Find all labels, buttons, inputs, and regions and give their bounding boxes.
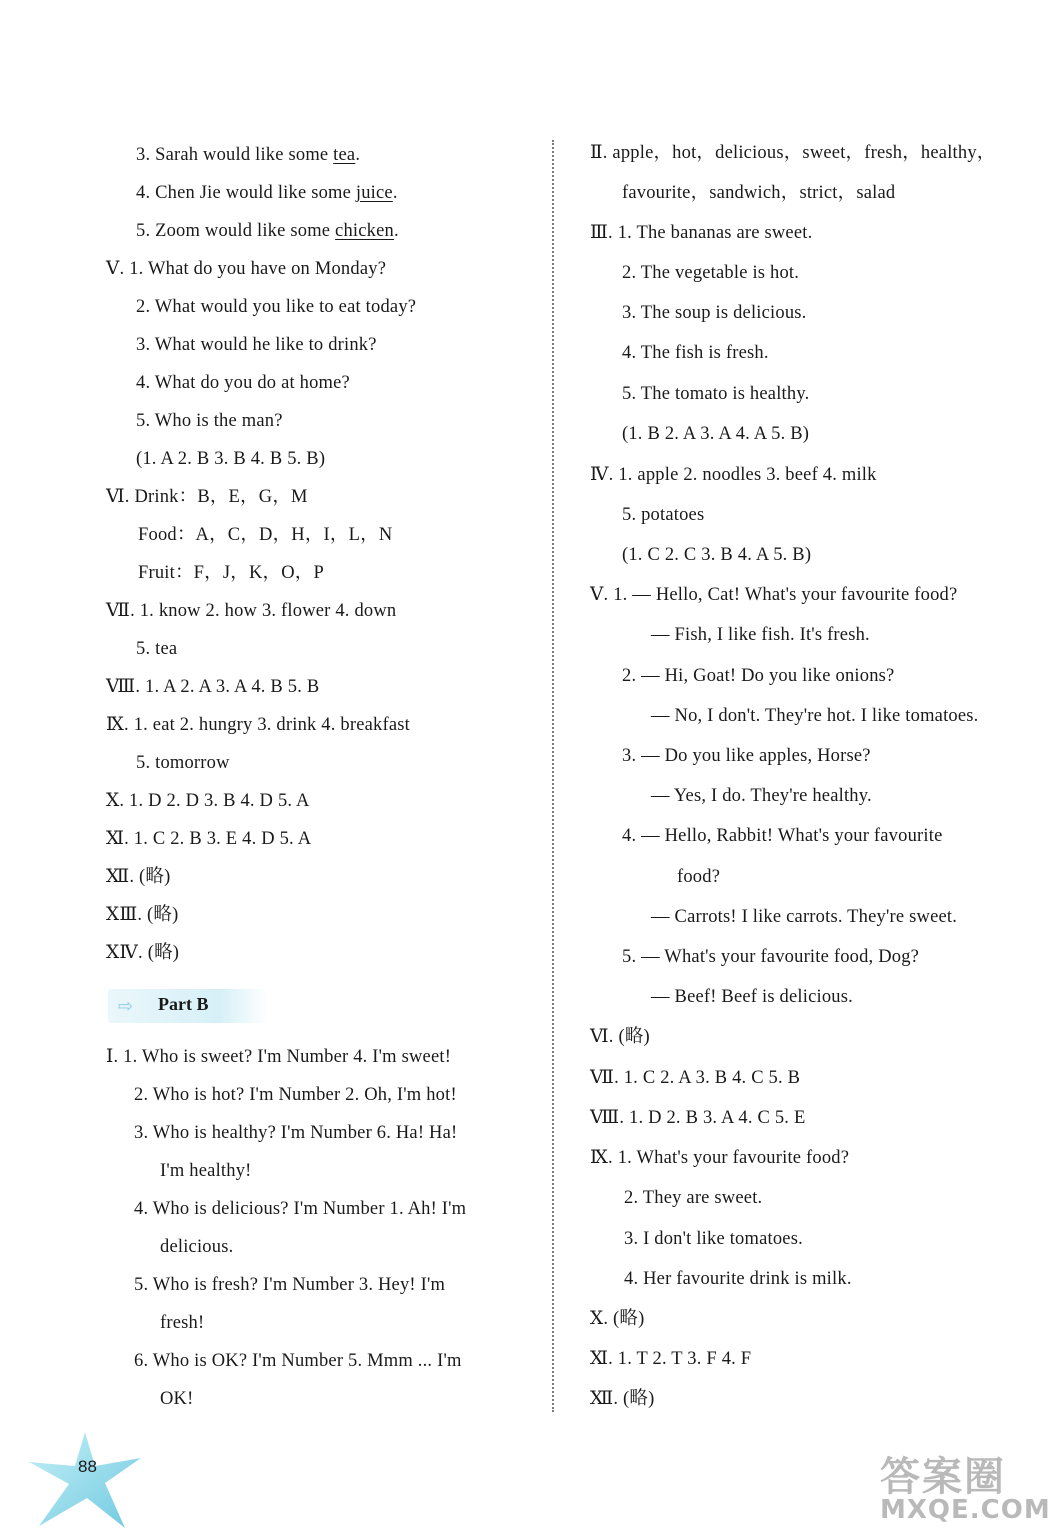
answer-line: Ⅺ. 1. T 2. T 3. F 4. F (590, 1349, 752, 1369)
line-text: . (393, 221, 399, 241)
answer-line: (1. A 2. B 3. B 4. B 5. B) (136, 449, 326, 469)
answer-line: ⅩⅣ. (略) (106, 943, 180, 963)
answer-line: Ⅺ. 1. C 2. B 3. E 4. D 5. A (106, 829, 312, 849)
answer-line: Ⅹ. (略) (590, 1309, 645, 1329)
answer-line: food? (677, 867, 721, 887)
underlined-answer: chicken (335, 221, 394, 241)
answer-line: 2. The vegetable is hot. (622, 263, 800, 283)
watermark-text: 答案圈 (880, 1454, 1006, 1500)
answer-line: Ⅴ. 1. What do you have on Monday? (106, 259, 387, 279)
page-number: 88 (78, 1457, 97, 1476)
underlined-answer: tea (333, 145, 356, 165)
answer-line: Ⅻ. (略) (590, 1389, 655, 1409)
answer-line: Ⅱ. apple，hot，delicious，sweet，fresh，healthy， (590, 143, 996, 163)
part-b-banner (108, 989, 268, 1023)
starfish-icon (25, 1428, 145, 1533)
answer-line: 5. The tomato is healthy. (622, 384, 810, 404)
answer-line: Ⅹ. 1. D 2. D 3. B 4. D 5. A (106, 791, 310, 811)
answer-line: 3. What would he like to drink? (136, 335, 377, 355)
answer-line: Ⅶ. 1. know 2. how 3. flower 4. down (106, 601, 397, 621)
answer-line: — Beef! Beef is delicious. (651, 987, 853, 1007)
answer-line: — Carrots! I like carrots. They're sweet. (651, 907, 958, 927)
answer-line: 4. Who is delicious? I'm Number 1. Ah! I'm (134, 1199, 467, 1219)
answer-line: 5. potatoes (622, 505, 705, 525)
answer-line: — No, I don't. They're hot. I like tomatoes. (651, 706, 979, 726)
answer-line: 2. What would you like to eat today? (136, 297, 417, 317)
answer-line: 2. Who is hot? I'm Number 2. Oh, I'm hot! (134, 1085, 457, 1105)
answer-line: (1. B 2. A 3. A 4. A 5. B) (622, 424, 810, 444)
answer-line: 5. Who is the man? (136, 411, 283, 431)
answer-line: Ⅰ. 1. Who is sweet? I'm Number 4. I'm sweet! (106, 1047, 452, 1067)
column-divider (552, 140, 554, 1412)
section-title: Part B (158, 994, 209, 1014)
watermark-url: MXQE.COM (880, 1495, 1051, 1525)
answer-line (136, 219, 399, 243)
answer-line: 4. Her favourite drink is milk. (624, 1269, 852, 1289)
answer-line: Ⅳ. 1. apple 2. noodles 3. beef 4. milk (590, 465, 877, 485)
answer-line: Ⅷ. 1. D 2. B 3. A 4. C 5. E (590, 1108, 806, 1128)
answer-line: — Yes, I do. They're healthy. (651, 786, 872, 806)
answer-line: delicious. (160, 1237, 234, 1257)
answer-line: 3. I don't like tomatoes. (624, 1229, 803, 1249)
answer-line: OK! (160, 1389, 194, 1409)
answer-line: Ⅸ. 1. What's your favourite food? (590, 1148, 850, 1168)
answer-line: 5. Who is fresh? I'm Number 3. Hey! I'm (134, 1275, 446, 1295)
answer-line: favourite，sandwich，strict，salad (622, 183, 896, 203)
answer-line: 3. — Do you like apples, Horse? (622, 746, 871, 766)
answer-line: 3. Who is healthy? I'm Number 6. Ha! Ha! (134, 1123, 458, 1143)
answer-line: 4. What do you do at home? (136, 373, 350, 393)
answer-line (136, 143, 360, 167)
answer-line: 5. tea (136, 639, 178, 659)
arrow-icon: ⇨ (118, 996, 134, 1017)
line-text: . (392, 183, 398, 203)
answer-line: Food：A，C，D，H，I，L，N (138, 525, 393, 545)
answer-line: Ⅶ. 1. C 2. A 3. B 4. C 5. B (590, 1068, 801, 1088)
answer-line: 6. Who is OK? I'm Number 5. Mmm ... I'm (134, 1351, 462, 1371)
answer-line: Ⅵ. (略) (590, 1027, 650, 1047)
answer-line: Ⅲ. 1. The bananas are sweet. (590, 223, 813, 243)
answer-line: 2. — Hi, Goat! Do you like onions? (622, 666, 895, 686)
answer-line: 5. tomorrow (136, 753, 230, 773)
line-text: . (355, 145, 361, 165)
answer-line: fresh! (160, 1313, 205, 1333)
answer-line: (1. C 2. C 3. B 4. A 5. B) (622, 545, 812, 565)
answer-line: Fruit：F，J，K，O，P (138, 563, 324, 583)
line-text: 4. Chen Jie would like some (136, 183, 356, 203)
answer-line: I'm healthy! (160, 1161, 252, 1181)
answer-line: 2. They are sweet. (624, 1188, 763, 1208)
answer-line: 4. The fish is fresh. (622, 343, 769, 363)
answer-line: Ⅴ. 1. — Hello, Cat! What's your favourite food? (590, 585, 958, 605)
answer-line: Ⅵ. Drink：B，E，G，M (106, 487, 308, 507)
answer-line (136, 181, 398, 205)
answer-line: 4. — Hello, Rabbit! What's your favourite (622, 826, 943, 846)
answer-line: 3. The soup is delicious. (622, 303, 807, 323)
answer-line: ⅩⅢ. (略) (106, 905, 179, 925)
answer-line: 5. — What's your favourite food, Dog? (622, 947, 920, 967)
line-text: 3. Sarah would like some (136, 145, 334, 165)
underlined-answer: juice (355, 183, 393, 203)
answer-line: — Fish, I like fish. It's fresh. (651, 625, 870, 645)
answer-line: Ⅷ. 1. A 2. A 3. A 4. B 5. B (106, 677, 320, 697)
line-text: 5. Zoom would like some (136, 221, 336, 241)
watermark-logo (880, 1445, 1055, 1533)
answer-line: Ⅸ. 1. eat 2. hungry 3. drink 4. breakfast (106, 715, 410, 735)
answer-line: Ⅻ. (略) (106, 867, 171, 887)
